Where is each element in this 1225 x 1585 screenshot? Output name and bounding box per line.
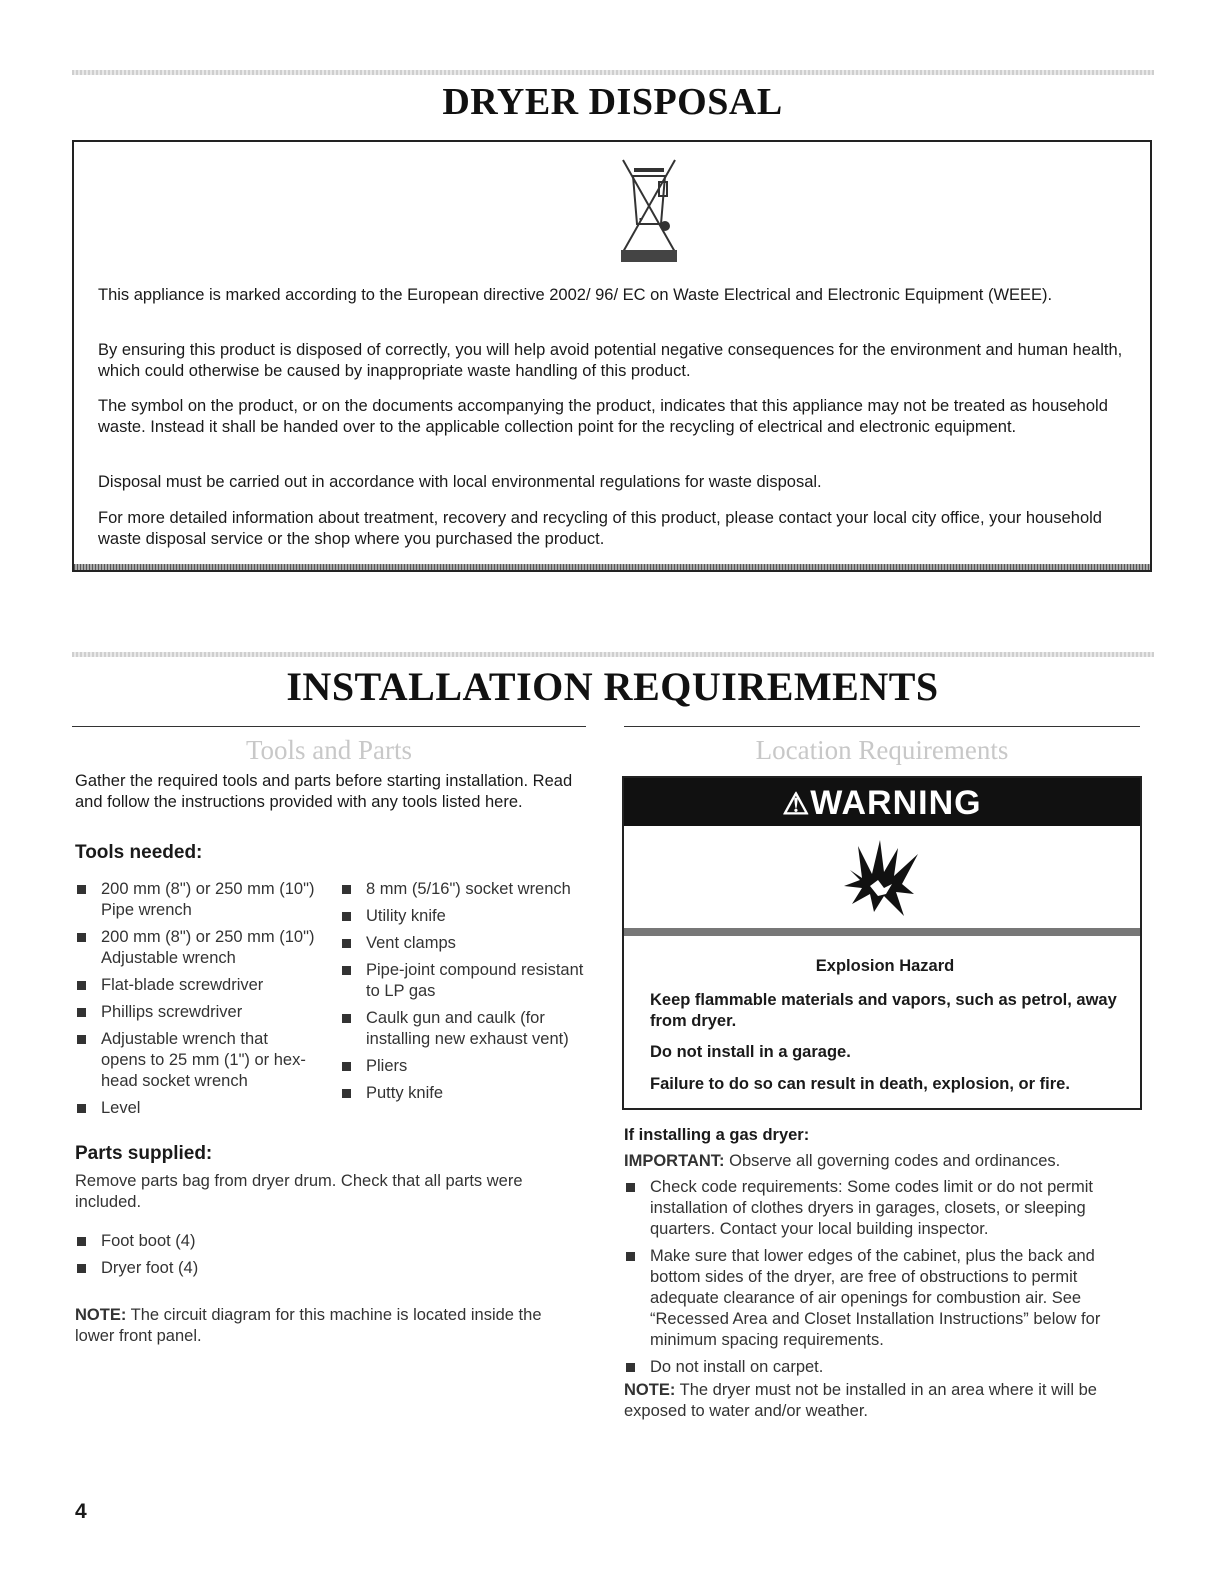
location-subtitle: Location Requirements	[755, 735, 1009, 765]
tools-intro: Gather the required tools and parts before starting installation. Read and follow the instructions provided with any tools listed here.	[75, 772, 573, 811]
list-item: Do not install on carpet.	[624, 1357, 1144, 1378]
warning-separator	[624, 928, 1140, 936]
weather-note	[624, 1380, 1144, 1422]
disposal-paragraph: This appliance is marked according to the European directive 2002/ 96/ EC on Waste Electrical and Electronic Equipment (WEEE).	[98, 286, 1053, 304]
warning-box	[622, 776, 1142, 1110]
page-number: 4	[75, 1500, 87, 1523]
important-text: Observe all governing codes and ordinances.	[729, 1152, 1061, 1170]
column-rule-right	[624, 726, 1140, 727]
list-item: Check code requirements: Some codes limit or do not permit installation of clothes dryers in garages, closets, or sleeping quarters. Contact your local building inspector.	[624, 1177, 1144, 1240]
top-rule	[72, 70, 1154, 75]
explosion-hazard-icon	[840, 840, 924, 920]
note-text: The circuit diagram for this machine is located inside the lower front panel.	[75, 1306, 542, 1345]
note-label: NOTE:	[75, 1306, 127, 1324]
parts-supplied-heading: Parts supplied:	[75, 1143, 213, 1164]
disposal-paragraph: The symbol on the product, or on the documents accompanying the product, indicates that this appliance may not be treated as household waste. Instead it shall be handed over to the applicable collection point for the recycling of electrical and electronic equipment.	[98, 397, 1108, 436]
weee-crossed-bin-icon	[619, 158, 679, 262]
warning-line: Failure to do so can result in death, explosion, or fire.	[650, 1075, 1070, 1093]
list-item: Caulk gun and caulk (for installing new exhaust vent)	[340, 1008, 590, 1050]
list-item: Pliers	[340, 1056, 590, 1077]
location-list	[624, 1177, 1144, 1384]
tools-parts-subtitle: Tools and Parts	[245, 735, 413, 765]
list-item: Vent clamps	[340, 933, 590, 954]
tools-list-right	[340, 879, 590, 1110]
list-item: 200 mm (8") or 250 mm (10") Pipe wrench	[75, 879, 315, 921]
list-item: Phillips screwdriver	[75, 1002, 315, 1023]
disposal-box	[72, 140, 1152, 572]
warning-triangle-icon: ⚠	[782, 788, 811, 821]
important-label: IMPORTANT:	[624, 1152, 725, 1170]
list-item: Utility knife	[340, 906, 590, 927]
list-item: Flat-blade screwdriver	[75, 975, 315, 996]
disposal-paragraph: By ensuring this product is disposed of correctly, you will help avoid potential negative consequences for the environment and human health, which could otherwise be caused by inappropriate waste handling of this product.	[98, 341, 1123, 380]
warning-line: Keep flammable materials and vapors, such as petrol, away from dryer.	[650, 991, 1117, 1030]
section-rule	[72, 652, 1154, 657]
list-item: 8 mm (5/16") socket wrench	[340, 879, 590, 900]
circuit-note	[75, 1305, 585, 1347]
hazard-title: Explosion Hazard	[815, 957, 955, 975]
section-title: INSTALLATION REQUIREMENTS	[286, 664, 939, 709]
list-item: Foot boot (4)	[75, 1231, 555, 1252]
list-item: Dryer foot (4)	[75, 1258, 555, 1279]
gas-dryer-heading: If installing a gas dryer:	[624, 1126, 810, 1144]
list-item: Pipe-joint compound resistant to LP gas	[340, 960, 590, 1002]
parts-list	[75, 1231, 555, 1285]
box-bottom-border	[74, 564, 1150, 570]
parts-intro: Remove parts bag from dryer drum. Check that all parts were included.	[75, 1172, 523, 1211]
note-label: NOTE:	[624, 1381, 676, 1399]
disposal-paragraph: Disposal must be carried out in accordance with local environmental regulations for waste disposal.	[98, 473, 822, 491]
warning-label: WARNING	[810, 784, 982, 822]
list-item: Adjustable wrench that opens to 25 mm (1") or hex-head socket wrench	[75, 1029, 315, 1092]
disposal-paragraph: For more detailed information about treatment, recovery and recycling of this product, please contact your local city office, your household waste disposal service or the shop where you purchased the product.	[98, 509, 1102, 548]
warning-header	[624, 778, 1140, 826]
list-item: 200 mm (8") or 250 mm (10") Adjustable wrench	[75, 927, 315, 969]
column-rule-left	[72, 726, 586, 727]
warning-line: Do not install in a garage.	[650, 1043, 851, 1061]
page-title: DRYER DISPOSAL	[442, 81, 783, 123]
note-text: The dryer must not be installed in an area where it will be exposed to water and/or weather.	[624, 1381, 1097, 1420]
list-item: Make sure that lower edges of the cabinet, plus the back and bottom sides of the dryer, are free of obstructions to permit adequate clearance of air openings for combustion air. See “Recessed Area and Closet Installation Instructions” below for minimum spacing requirements.	[624, 1246, 1144, 1351]
list-item: Level	[75, 1098, 315, 1119]
list-item: Putty knife	[340, 1083, 590, 1104]
important-note	[624, 1151, 1144, 1172]
tools-list-left	[75, 879, 315, 1125]
tools-needed-heading: Tools needed:	[75, 842, 203, 863]
